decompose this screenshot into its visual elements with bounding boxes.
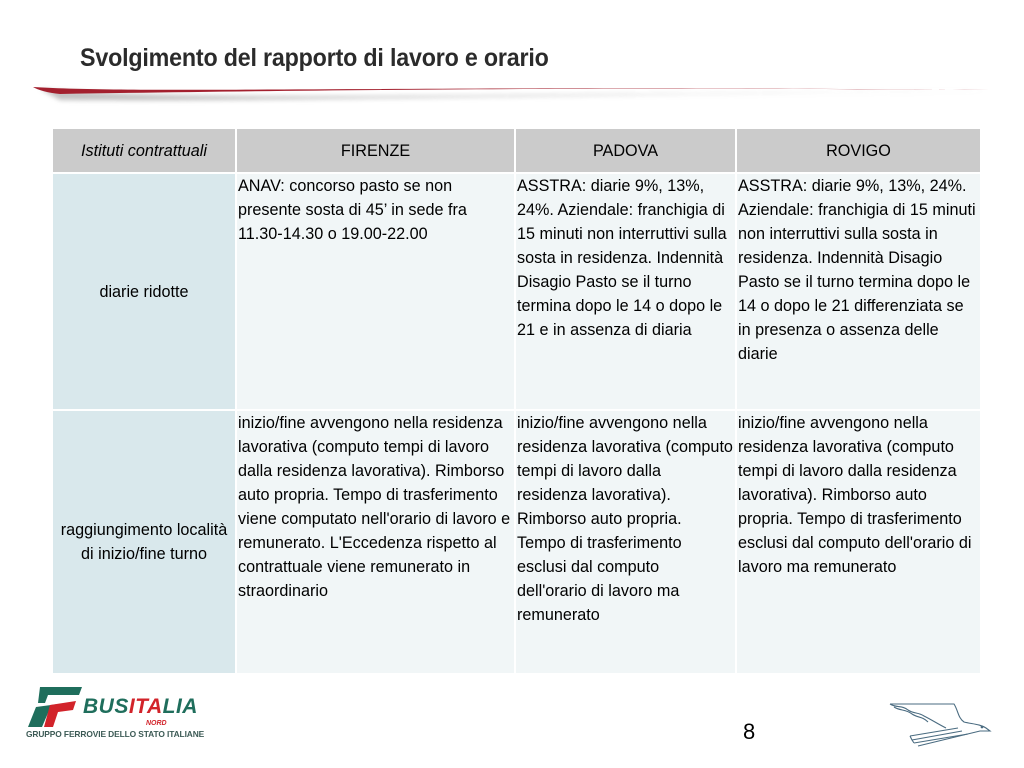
header-firenze: FIRENZE: [237, 129, 516, 174]
header-padova: PADOVA: [516, 129, 737, 174]
logo-brand-text: [83, 695, 198, 719]
logo-sub-text: NORD: [146, 720, 167, 727]
page-number: 8: [743, 719, 756, 744]
eagle-logo-icon: [888, 700, 993, 748]
slide-title: Svolgimento del rapporto di lavoro e orario: [80, 44, 549, 72]
logo-brand-part1: BUS: [83, 695, 129, 718]
cell-padova: ASSTRA: diarie 9%, 13%, 24%. Aziendale: franchigia di 15 minuti non interruttivi sulla sosta in residenza. Indennità Disagio Pasto se il turno termina dopo le 14 o dopo le 21 e in assenza di diaria: [516, 174, 737, 411]
cell-padova: inizio/fine avvengono nella residenza lavorativa (computo tempi di lavoro dalla residenza lavorativa). Rimborso auto propria. Tempo di trasferimento esclusi dal computo dell'orario di lavoro ma remunerato: [516, 411, 737, 675]
busitalia-logo: [26, 683, 226, 743]
header-rovigo: ROVIGO: [737, 129, 980, 174]
cell-firenze: inizio/fine avvengono nella residenza lavorativa (computo tempi di lavoro dalla residenza lavorativa). Rimborso auto propria. Tempo di trasferimento viene computato nell'orario di lavoro e remunerato. L'Eccedenza rispetto al contrattuale viene remunerato in straordinario: [237, 411, 516, 675]
header-istituti: Istituti contrattuali: [53, 129, 237, 174]
row-label: diarie ridotte: [53, 174, 237, 411]
logo-brand-part2: ITA: [128, 695, 163, 718]
table-row: [53, 174, 980, 411]
table-header-row: [53, 129, 980, 174]
row-label: raggiungimento località di inizio/fine turno: [53, 411, 237, 675]
cell-rovigo: ASSTRA: diarie 9%, 13%, 24%. Aziendale: franchigia di 15 minuti non interruttivi sulla sosta in residenza. Indennità Disagio Pasto se il turno termina dopo le 14 o dopo le 21 differenziata se in presenza o assenza delle diarie: [737, 174, 980, 411]
contract-comparison-table: [53, 129, 980, 675]
table-row: [53, 411, 980, 675]
cell-firenze: ANAV: concorso pasto se non presente sosta di 45’ in sede fra 11.30-14.30 o 19.00-22.00: [237, 174, 516, 411]
cell-rovigo: inizio/fine avvengono nella residenza lavorativa (computo tempi di lavoro dalla residenza lavorativa). Rimborso auto propria. Tempo di trasferimento esclusi dal computo dell'orario di lavoro ma remunerato: [737, 411, 980, 675]
logo-brand-part3: LIA: [162, 695, 198, 718]
title-underline-swoosh: [0, 72, 1024, 112]
logo-group-text: GRUPPO FERROVIE DELLO STATO ITALIANE: [26, 729, 205, 739]
fs-logo-icon: [26, 685, 82, 729]
